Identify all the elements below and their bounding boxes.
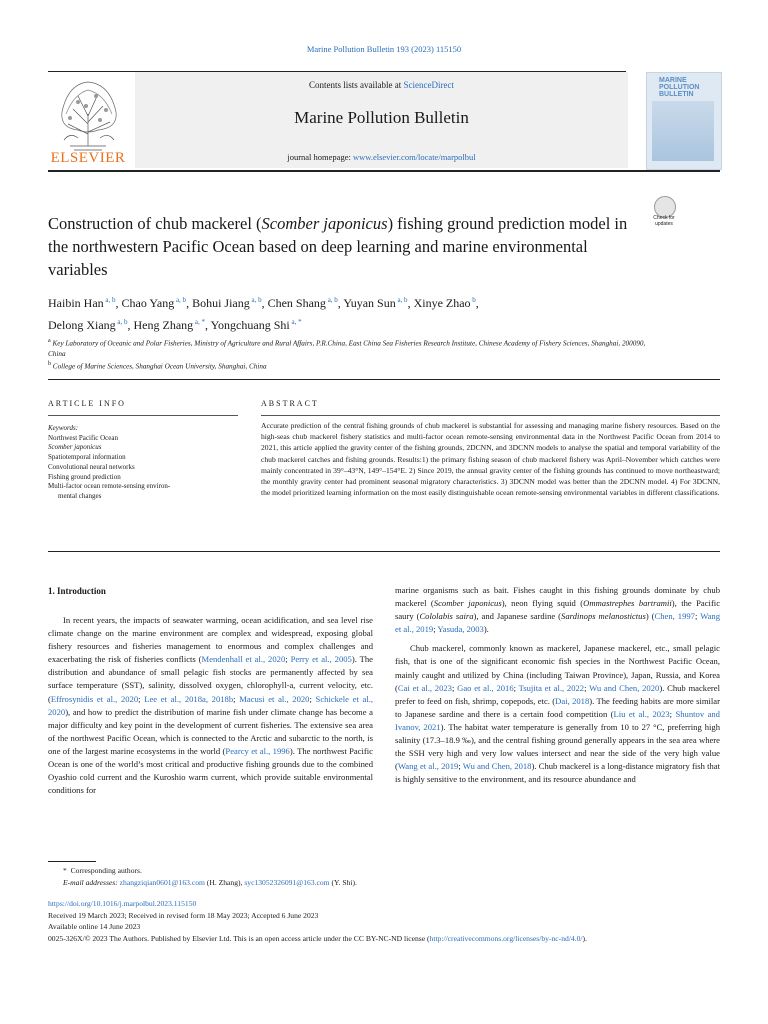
keyword-item: Multi-factor ocean remote-sensing environ- bbox=[48, 482, 171, 491]
citation-link[interactable]: Dai, 2018 bbox=[555, 695, 590, 706]
email-addresses: E-mail addresses: zhangziqian0601@163.com (H. Zhang), syc13052326091@163.com (Y. Shi). bbox=[63, 877, 357, 887]
affiliation-b: $^b$ College of Marine Sciences, Shanghai Ocean University, Shanghai, China bbox=[48, 361, 267, 371]
footnote-rule bbox=[48, 861, 96, 862]
keyword-item: Convolutional neural networks bbox=[48, 462, 135, 471]
citation-link[interactable]: Liu et al., 2023 bbox=[613, 708, 670, 719]
journal-citation[interactable]: Marine Pollution Bulletin 193 (2023) 115150 bbox=[306, 44, 462, 54]
article-info-heading: ARTICLE INFO bbox=[48, 399, 126, 408]
author-affiliation-mark[interactable]: a, * bbox=[193, 318, 206, 326]
author-affiliation-mark[interactable]: a, b bbox=[103, 296, 116, 304]
divider bbox=[48, 379, 720, 380]
paragraph: In recent years, the impacts of seawater warming, ocean acidification, and sea level rise climate change on the marine environment are complex and widespread, exposing global fishery resources and fisheries management to enormous and complex challenges and exacerbating the risk of fisheries conflicts (Mendenhall et al., 2020; Perry et al., 2005). The distribution and abundance of small pelagic fish stocks are permanently affected by sea surface temperature (SST), salinity, dissolved oxygen, chlorophyll-a, current velocity, etc. (Effrosynidis et al., 2020; Lee et al., 2018a, 2018b; Macusi et al., 2020; Schickele et al., 2020), and how to predict the distribution of marine fish under climate change has become a major difficulty and key point in the development of current fisheries. The extensive sea area of the northwest Pacific Ocean, which is connected to the Arctic and subarctic to the north, is one of the largest marine ecosystems in the world (Pearcy et al., 1996). The northwest Pacific Ocean is one of the world’s most critical and productive fishing grounds due to the combined Oyashio cold current and the Kuroshio warm current, which provide suitable environmental conditions for bbox=[48, 615, 374, 796]
paragraph: marine organisms such as bait. Fishes caught in this fishing grounds dominate by chub mackerel (Scomber japonicus), neon flying squid (Ommastrephes bartramii), the Pacific saury (Cololabis saira), and Japanese sardine (Sardinops melanostictus) (Chen, 1997; Wang et al., 2019; Yasuda, 2003). bbox=[395, 585, 721, 635]
footnotes bbox=[48, 865, 720, 888]
citation-link[interactable]: Lee et al., 2018a, 2018b bbox=[144, 693, 234, 704]
author-name[interactable]: Haibin Han bbox=[48, 296, 104, 310]
email-link[interactable]: zhangziqian0601@163.com bbox=[119, 877, 205, 887]
author-name[interactable]: Chao Yang bbox=[121, 296, 175, 310]
affiliation-a: $^a$ Key Laboratory of Oceanic and Polar Fisheries, Ministry of Agriculture and Rural Affairs, P.R.China, East China Sea Fisheries Research Institute, Chinese Academy of Fishery Sciences, Shanghai, 200090, China bbox=[48, 338, 646, 358]
journal-cover-thumbnail[interactable] bbox=[646, 72, 722, 170]
article-title bbox=[48, 212, 638, 281]
divider bbox=[48, 415, 238, 416]
citation-link[interactable]: Yasuda, 2003 bbox=[437, 624, 484, 635]
keywords-label: Keywords: bbox=[48, 424, 79, 432]
citation-link[interactable]: Cai et al., 2023 bbox=[397, 682, 452, 693]
author-name[interactable]: Xinye Zhao bbox=[413, 296, 471, 310]
citation-link[interactable]: Schickele et al., 2020 bbox=[48, 693, 374, 717]
homepage-prefix: journal homepage: bbox=[287, 152, 353, 162]
affiliations bbox=[48, 336, 658, 372]
body-column-right bbox=[395, 584, 720, 786]
divider bbox=[261, 415, 720, 416]
citation-link[interactable]: Pearcy et al., 1996 bbox=[225, 745, 290, 756]
citation-link[interactable]: Wang et al., 2019 bbox=[397, 761, 459, 772]
citation-link[interactable]: Wu and Chen, 2018 bbox=[462, 761, 532, 772]
citation-link[interactable]: Tsujita et al., 2022 bbox=[518, 682, 585, 693]
citation-link[interactable]: Wu and Chen, 2020 bbox=[589, 682, 660, 693]
citation-link[interactable]: Chen, 1997 bbox=[654, 611, 695, 622]
license-link[interactable]: http://creativecommons.org/licenses/by-nc-nd/4.0/ bbox=[429, 934, 583, 944]
elsevier-wordmark: ELSEVIER bbox=[50, 150, 126, 166]
abstract-text: Accurate prediction of the central fishing grounds of chub mackerel is substantial for assessing and managing marine fishery resources. Based on the high-seas chub mackerel fishery statistics and multi-factor ocean remote-sensing environmental data in the Northwest Pacific Ocean from 2014 to 2021, this article applied the gravity center of the fishing grounds, 2DCNN, and 3DCNN models to analyse the spatial and temporal variability of the chub mackerel catches and fishing grounds. Results:1) the primary fishing season of chub mackerel fishery was April–November which catches were mainly concentrated in 39°–43°N, 149°–154°E. 2) Since 2019, the annual gravity center of the fishing grounds has continued to move northeastward; the monthly gravity center had prominent seasonal migratory characteristics. 3) 3DCNN model was better than the 2DCNN model. 4) For 3DCNN, the model prioritized learning information on the most easily distinguishable ocean remote-sensing environmental variables in different classifications. bbox=[261, 421, 720, 498]
author-name[interactable]: Bohui Jiang bbox=[192, 296, 250, 310]
citation-link[interactable]: Gao et al., 2016 bbox=[457, 682, 514, 693]
cover-title: MARINE POLLUTION BULLETIN bbox=[659, 77, 700, 98]
author-affiliation-mark[interactable]: a, b bbox=[395, 296, 408, 304]
keyword-item: Spatiotemporal information bbox=[48, 453, 126, 462]
publication-info bbox=[48, 898, 720, 945]
contents-availability bbox=[135, 80, 628, 90]
title-part2: ) fishing ground prediction model in the northwestern Pacific Ocean based on deep learning and marine environmental variables bbox=[48, 214, 628, 279]
citation-link[interactable]: Macusi et al., 2020 bbox=[239, 693, 310, 704]
header-bottom-rule bbox=[48, 170, 720, 172]
keyword-item: mental changes bbox=[58, 491, 102, 500]
sciencedirect-link[interactable]: ScienceDirect bbox=[403, 80, 454, 90]
author-affiliation-mark[interactable]: a, b bbox=[115, 318, 128, 326]
keyword-item: Scomber japonicus bbox=[48, 443, 102, 452]
contents-prefix: Contents lists available at bbox=[309, 80, 404, 90]
check-updates-label: Check for updates bbox=[653, 215, 675, 227]
citation-link[interactable]: Wang et al., 2019 bbox=[395, 611, 721, 635]
author-list: Haibin Han $^{a, b}$, Chao Yang $^{a, b}$, Bohui Jiang $^{a, b}$, Chen Shang $^{a, b}$, Yuyan Sun $^{a, b}$, Xinye Zhao $^b$, Delong Xiang $^{a, b}$, Heng Zhang $^{a, *}$, Yongchuang Shi $^{a, *}$ bbox=[48, 296, 479, 332]
corresponding-note: * Corresponding authors. bbox=[63, 866, 142, 875]
available-date: Available online 14 June 2023 bbox=[48, 922, 141, 932]
citation-link[interactable]: Perry et al., 2005 bbox=[290, 654, 352, 665]
doi-link[interactable]: https://doi.org/10.1016/j.marpolbul.2023.115150 bbox=[48, 899, 197, 908]
email-link[interactable]: syc13052326091@163.com bbox=[244, 877, 330, 887]
keywords-block bbox=[48, 424, 248, 502]
author-name[interactable]: Yuyan Sun bbox=[343, 296, 396, 310]
title-species: Scomber japonicus bbox=[261, 214, 388, 233]
received-dates: Received 19 March 2023; Received in revised form 18 May 2023; Accepted 6 June 2023 bbox=[48, 910, 319, 920]
citation-link[interactable]: Mendenhall et al., 2020 bbox=[201, 654, 286, 665]
body-column-left bbox=[48, 614, 373, 797]
author-name[interactable]: Delong Xiang bbox=[48, 318, 116, 332]
divider bbox=[48, 551, 720, 552]
journal-title: Marine Pollution Bulletin bbox=[294, 108, 469, 127]
citation-link[interactable]: Shuntov and Ivanov, 2021 bbox=[395, 708, 720, 732]
cover-image bbox=[652, 101, 714, 161]
keyword-item: Northwest Pacific Ocean bbox=[48, 433, 118, 442]
paragraph: Chub mackerel, commonly known as mackerel, Japanese mackerel, etc., small pelagic fish, that is one of the significant economic fish species in the Northwest Pacific Ocean, mainly caught and utilized by China (including Taiwan Province), Japan, Russia, and Korea (Cai et al., 2023; Gao et al., 2016; Tsujita et al., 2022; Wu and Chen, 2020). Chub mackerel prefer to feed on fish, shrimp, copepods, etc. (Dai, 2018). The feeding habits are more similar to Japanese sardine and there is a certain food competition (Liu et al., 2023; Shuntov and Ivanov, 2021). The habitat water temperature is generally from 10 to 27 °C, preferring high salinity (17.3–18.9 ‰), and the central fishing ground generally appears in the sea area where the SSH very high and very low values intersect and near the side of the very high value (Wang et al., 2019; Wu and Chen, 2018). Chub mackerel is a long-distance migratory fish that is highly sensitive to the environment, and its resource abundance and bbox=[395, 643, 720, 785]
check-for-updates-badge[interactable] bbox=[648, 196, 680, 230]
abstract-heading: ABSTRACT bbox=[261, 399, 319, 408]
author-name[interactable]: Yongchuang Shi bbox=[210, 318, 290, 332]
license: 0025-326X/© 2023 The Authors. Published by Elsevier Ltd. This is an open access article under the CC BY-NC-ND license (http://creativecommons.org/licenses/by-nc-nd/4.0/). bbox=[48, 934, 587, 944]
homepage-link[interactable]: www.elsevier.com/locate/marpolbul bbox=[352, 152, 476, 162]
section-heading-introduction: 1. Introduction bbox=[48, 586, 106, 596]
author-name[interactable]: Chen Shang bbox=[267, 296, 326, 310]
keyword-item: Fishing ground prediction bbox=[48, 472, 121, 481]
author-affiliation-mark[interactable]: a, b bbox=[174, 296, 187, 304]
author-name[interactable]: Heng Zhang bbox=[133, 318, 194, 332]
author-affiliation-mark[interactable]: a, * bbox=[289, 318, 302, 326]
citation-link[interactable]: Effrosynidis et al., 2020 bbox=[50, 693, 139, 704]
author-affiliation-mark[interactable]: a, b bbox=[249, 296, 262, 304]
title-part1: Construction of chub mackerel ( bbox=[48, 214, 262, 233]
author-affiliation-mark[interactable]: a, b bbox=[325, 296, 338, 304]
journal-homepage bbox=[135, 152, 628, 162]
author-affiliation-mark[interactable]: b bbox=[470, 296, 476, 304]
